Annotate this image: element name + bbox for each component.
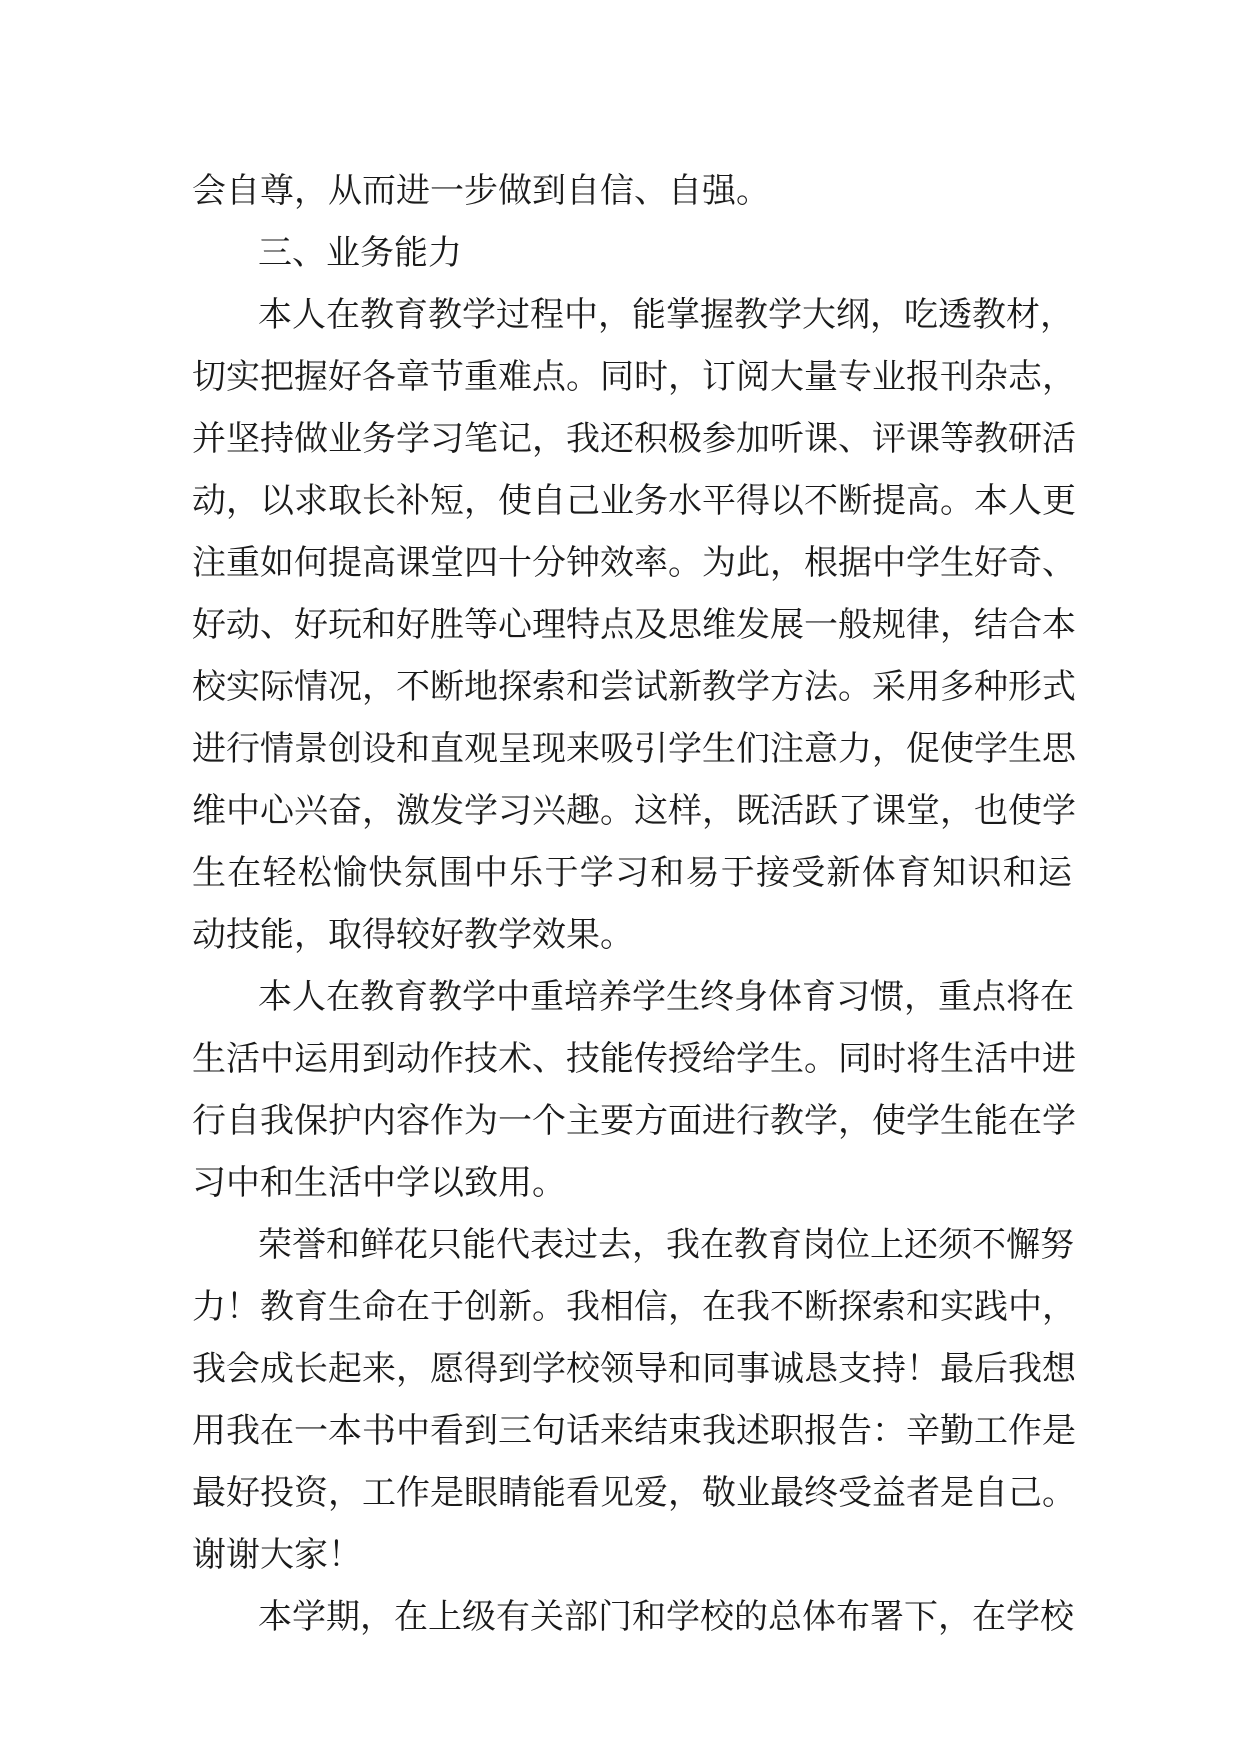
section-heading: 三、业务能力 [258,233,462,273]
text-line: 行自我保护内容作为一个主要方面进行教学，使学生能在学 [192,1101,1076,1141]
text-line: 本人在教育教学中重培养学生终身体育习惯，重点将在 [258,977,1074,1017]
text-line: 生在轻松愉快氛围中乐于学习和易于接受新体育知识和运 [192,853,1072,893]
text-line: 用我在一本书中看到三句话来结束我述职报告：辛勤工作是 [192,1411,1076,1451]
text-line: 并坚持做业务学习笔记，我还积极参加听课、评课等教研活 [192,419,1076,459]
text-line: 习中和生活中学以致用。 [192,1163,566,1203]
text-line: 注重如何提高课堂四十分钟效率。为此，根据中学生好奇、 [192,543,1076,583]
text-line: 动技能，取得较好教学效果。 [192,915,634,955]
text-line: 我会成长起来，愿得到学校领导和同事诚恳支持！最后我想 [192,1349,1076,1389]
text-line: 生活中运用到动作技术、技能传授给学生。同时将生活中进 [192,1039,1076,1079]
text-line: 会自尊，从而进一步做到自信、自强。 [192,171,770,211]
text-line: 谢谢大家！ [192,1535,362,1575]
text-line: 本人在教育教学过程中，能掌握教学大纲，吃透教材， [258,295,1074,335]
text-line: 维中心兴奋，激发学习兴趣。这样，既活跃了课堂，也使学 [192,791,1076,831]
text-line: 校实际情况，不断地探索和尝试新教学方法。采用多种形式 [192,667,1076,707]
text-line: 进行情景创设和直观呈现来吸引学生们注意力，促使学生思 [192,729,1076,769]
text-line: 荣誉和鲜花只能代表过去，我在教育岗位上还须不懈努 [258,1225,1074,1265]
text-line: 力！教育生命在于创新。我相信，在我不断探索和实践中， [192,1287,1076,1327]
text-line: 动，以求取长补短，使自己业务水平得以不断提高。本人更 [192,481,1076,521]
text-line: 最好投资，工作是眼睛能看见爱，敬业最终受益者是自己。 [192,1473,1076,1513]
text-line: 切实把握好各章节重难点。同时，订阅大量专业报刊杂志， [192,357,1076,397]
text-line: 好动、好玩和好胜等心理特点及思维发展一般规律，结合本 [192,605,1076,645]
body-text [192,160,1076,1648]
text-line: 本学期，在上级有关部门和学校的总体布署下，在学校 [258,1597,1074,1637]
